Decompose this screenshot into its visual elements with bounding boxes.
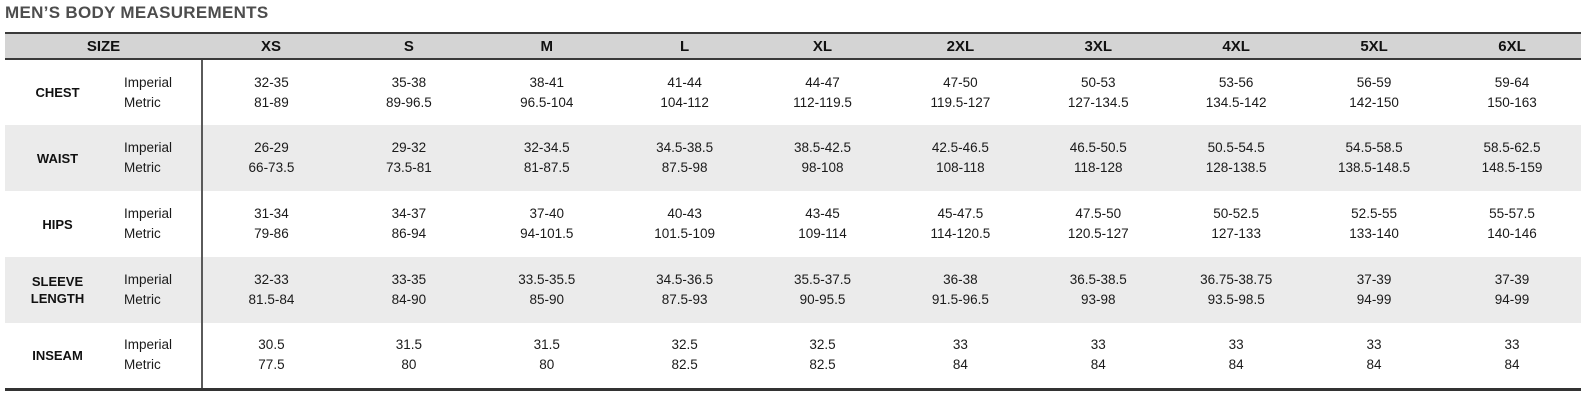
unit-label: Imperial (124, 272, 173, 287)
row-label: SLEEVE LENGTH (30, 274, 85, 306)
measurement-cell (1167, 191, 1305, 257)
measurement-cell (754, 191, 892, 257)
unit-label: Metric (124, 160, 161, 175)
imperial-value: 32.5 (671, 337, 698, 353)
imperial-value: 47-50 (943, 74, 978, 90)
metric-value: 108-118 (936, 160, 985, 175)
imperial-value: 45-47.5 (937, 206, 984, 221)
measurement-cell (891, 191, 1029, 257)
metric-value: 114-120.5 (930, 226, 991, 241)
metric-value: 87.5-98 (661, 160, 708, 175)
metric-value: 77.5 (258, 357, 285, 373)
measurement-cell (891, 257, 1029, 323)
unit-label: Metric (124, 94, 161, 110)
unit-label: Metric (124, 226, 161, 241)
measurement-cell (1443, 59, 1581, 125)
imperial-value: 33 (1090, 337, 1106, 353)
imperial-value: 50.5-54.5 (1207, 140, 1265, 155)
imperial-value: 31.5 (533, 337, 560, 353)
imperial-value: 42.5-46.5 (931, 140, 989, 155)
imperial-value: 33 (1504, 337, 1520, 353)
measurement-cell (1029, 125, 1167, 191)
measurement-cell (1029, 257, 1167, 323)
measurement-cell (754, 323, 892, 389)
measurement-cell (1305, 59, 1443, 125)
measurement-cell (1167, 257, 1305, 323)
unit-label: Metric (124, 292, 161, 307)
measurement-cell (478, 257, 616, 323)
metric-value: 90-95.5 (799, 292, 846, 307)
imperial-value: 52.5-55 (1351, 206, 1397, 221)
imperial-value: 50-52.5 (1213, 206, 1260, 221)
metric-value: 94-101.5 (520, 226, 574, 241)
column-header-xs: XS (202, 33, 340, 59)
row-label: INSEAM (32, 347, 83, 363)
imperial-value: 36-38 (943, 272, 978, 287)
measurement-cell (478, 125, 616, 191)
unit-label: Imperial (124, 206, 173, 221)
imperial-value: 47.5-50 (1075, 206, 1122, 221)
metric-value: 109-114 (798, 226, 847, 241)
unit-label: Imperial (124, 140, 173, 155)
metric-value: 127-133 (1211, 226, 1261, 241)
measurement-cell (1029, 323, 1167, 389)
size-table-header (5, 33, 1581, 59)
measurement-cell (754, 125, 892, 191)
metric-value: 119.5-127 (930, 94, 991, 110)
measurement-cell (1305, 257, 1443, 323)
imperial-value: 36.5-38.5 (1069, 272, 1127, 287)
measurement-cell (616, 323, 754, 389)
imperial-value: 33 (1228, 337, 1244, 353)
metric-value: 84 (1366, 357, 1382, 373)
imperial-value: 50-53 (1081, 74, 1116, 90)
metric-value: 120.5-127 (1067, 226, 1129, 241)
measurement-cell (340, 59, 478, 125)
measurement-cell (754, 257, 892, 323)
imperial-value: 35-38 (391, 74, 427, 90)
measurement-cell (1305, 191, 1443, 257)
column-header-6xl: 6XL (1443, 33, 1581, 59)
measurement-cell (891, 323, 1029, 389)
column-header-3xl: 3XL (1029, 33, 1167, 59)
metric-value: 87.5-93 (661, 292, 708, 307)
column-header-size: SIZE (5, 33, 202, 59)
metric-value: 66-73.5 (248, 160, 295, 175)
metric-value: 128-138.5 (1205, 160, 1267, 175)
measurement-cell (1167, 59, 1305, 125)
table-row-inseam (5, 323, 1581, 389)
metric-value: 84 (1504, 357, 1520, 373)
row-label: HIPS (42, 216, 73, 232)
metric-value: 127-134.5 (1067, 94, 1129, 110)
imperial-value: 36.75-38.75 (1200, 272, 1273, 287)
measurement-cell (616, 257, 754, 323)
measurement-cell (1305, 125, 1443, 191)
imperial-value: 32-35 (254, 74, 289, 90)
metric-value: 73.5-81 (385, 160, 432, 175)
unit-label: Imperial (124, 74, 173, 90)
imperial-value: 53-56 (1218, 74, 1254, 90)
imperial-value: 37-39 (1494, 272, 1530, 287)
unit-labels-cell (110, 125, 202, 191)
imperial-value: 43-45 (805, 206, 840, 221)
imperial-value: 46.5-50.5 (1069, 140, 1127, 155)
measurement-cell (1029, 191, 1167, 257)
measurement-cell (1443, 125, 1581, 191)
size-table-body (5, 59, 1581, 389)
metric-value: 93.5-98.5 (1207, 292, 1265, 307)
measurement-cell (202, 125, 340, 191)
column-header-s: S (340, 33, 478, 59)
imperial-value: 37-39 (1356, 272, 1392, 287)
measurement-cell (1443, 191, 1581, 257)
metric-value: 84 (1228, 357, 1244, 373)
metric-value: 112-119.5 (793, 94, 852, 110)
header-row (5, 33, 1581, 59)
measurement-cell (340, 191, 478, 257)
metric-value: 150-163 (1487, 94, 1537, 110)
imperial-value: 58.5-62.5 (1483, 140, 1541, 155)
imperial-value: 41-44 (667, 74, 702, 90)
measurement-cell (478, 323, 616, 389)
measurement-cell (202, 59, 340, 125)
column-header-2xl: 2XL (891, 33, 1029, 59)
table-row-waist (5, 125, 1581, 191)
imperial-value: 55-57.5 (1489, 206, 1535, 221)
metric-value: 133-140 (1349, 226, 1399, 241)
metric-value: 81.5-84 (248, 292, 295, 307)
imperial-value: 34.5-38.5 (656, 140, 714, 155)
measurement-cell (1305, 323, 1443, 389)
unit-labels-cell (110, 323, 202, 389)
measurement-cell (1167, 125, 1305, 191)
size-table (5, 32, 1581, 391)
measurement-cell (478, 191, 616, 257)
imperial-value: 32-33 (254, 272, 289, 287)
measurement-cell (616, 125, 754, 191)
unit-label: Imperial (124, 337, 173, 353)
imperial-value: 37-40 (529, 206, 564, 221)
measurement-cell (340, 125, 478, 191)
imperial-value: 29-32 (391, 140, 427, 155)
metric-value: 118-128 (1074, 160, 1123, 175)
metric-value: 101.5-109 (654, 226, 716, 241)
column-header-5xl: 5XL (1305, 33, 1443, 59)
imperial-value: 35.5-37.5 (793, 272, 852, 287)
metric-value: 84-90 (391, 292, 427, 307)
metric-value: 140-146 (1487, 226, 1537, 241)
imperial-value: 31.5 (395, 337, 422, 353)
imperial-value: 32.5 (809, 337, 836, 353)
imperial-value: 44-47 (805, 74, 840, 90)
column-header-m: M (478, 33, 616, 59)
unit-labels-cell (110, 191, 202, 257)
measurement-cell (1029, 59, 1167, 125)
measurement-cell (478, 59, 616, 125)
metric-value: 84 (1090, 357, 1106, 373)
imperial-value: 56-59 (1356, 74, 1392, 90)
imperial-value: 30.5 (258, 337, 285, 353)
metric-value: 84 (952, 357, 968, 373)
measurement-cell (340, 323, 478, 389)
measurement-cell (891, 59, 1029, 125)
table-row-chest (5, 59, 1581, 125)
imperial-value: 38-41 (529, 74, 564, 90)
column-header-l: L (616, 33, 754, 59)
unit-labels-cell (110, 59, 202, 125)
metric-value: 98-108 (801, 160, 844, 175)
metric-value: 91.5-96.5 (931, 292, 989, 307)
imperial-value: 31-34 (254, 206, 289, 221)
row-label: CHEST (35, 85, 80, 100)
metric-value: 94-99 (1494, 292, 1530, 307)
metric-value: 138.5-148.5 (1338, 160, 1411, 175)
measurement-cell (1167, 323, 1305, 389)
imperial-value: 59-64 (1494, 74, 1530, 90)
table-row-hips (5, 191, 1581, 257)
metric-value: 134.5-142 (1205, 94, 1267, 110)
measurement-cell (616, 59, 754, 125)
metric-value: 93-98 (1081, 292, 1116, 307)
unit-labels-cell (110, 257, 202, 323)
imperial-value: 34-37 (391, 206, 427, 221)
imperial-value: 40-43 (667, 206, 702, 221)
metric-value: 80 (539, 357, 555, 373)
measurement-cell (616, 191, 754, 257)
measurement-cell (891, 125, 1029, 191)
unit-label: Metric (124, 357, 161, 373)
imperial-value: 33 (952, 337, 968, 353)
metric-value: 81-87.5 (523, 160, 570, 175)
measurement-cell (1443, 257, 1581, 323)
table-row-sleeve-length (5, 257, 1581, 323)
column-header-4xl: 4XL (1167, 33, 1305, 59)
measurement-cell (1443, 323, 1581, 389)
measurement-cell (202, 323, 340, 389)
imperial-value: 33.5-35.5 (518, 272, 576, 287)
metric-value: 89-96.5 (385, 94, 432, 110)
measurement-cell (202, 191, 340, 257)
metric-value: 81-89 (254, 94, 289, 110)
page-title: MEN’S BODY MEASUREMENTS (5, 3, 269, 22)
metric-value: 82.5 (671, 357, 698, 373)
imperial-value: 33-35 (391, 272, 427, 287)
metric-value: 82.5 (809, 357, 836, 373)
measurement-cell (754, 59, 892, 125)
metric-value: 80 (401, 357, 417, 373)
metric-value: 96.5-104 (520, 94, 574, 110)
metric-value: 148.5-159 (1481, 160, 1543, 175)
column-header-xl: XL (754, 33, 892, 59)
metric-value: 142-150 (1349, 94, 1399, 110)
imperial-value: 38.5-42.5 (793, 140, 852, 155)
imperial-value: 34.5-36.5 (656, 272, 714, 287)
metric-value: 104-112 (660, 94, 709, 110)
imperial-value: 54.5-58.5 (1345, 140, 1403, 155)
row-label: WAIST (36, 150, 79, 166)
metric-value: 79-86 (254, 226, 289, 241)
metric-value: 85-90 (529, 292, 564, 307)
imperial-value: 32-34.5 (523, 140, 570, 155)
measurement-cell (202, 257, 340, 323)
imperial-value: 33 (1366, 337, 1382, 353)
measurement-cell (340, 257, 478, 323)
imperial-value: 26-29 (254, 140, 289, 155)
metric-value: 86-94 (391, 226, 427, 241)
metric-value: 94-99 (1356, 292, 1392, 307)
